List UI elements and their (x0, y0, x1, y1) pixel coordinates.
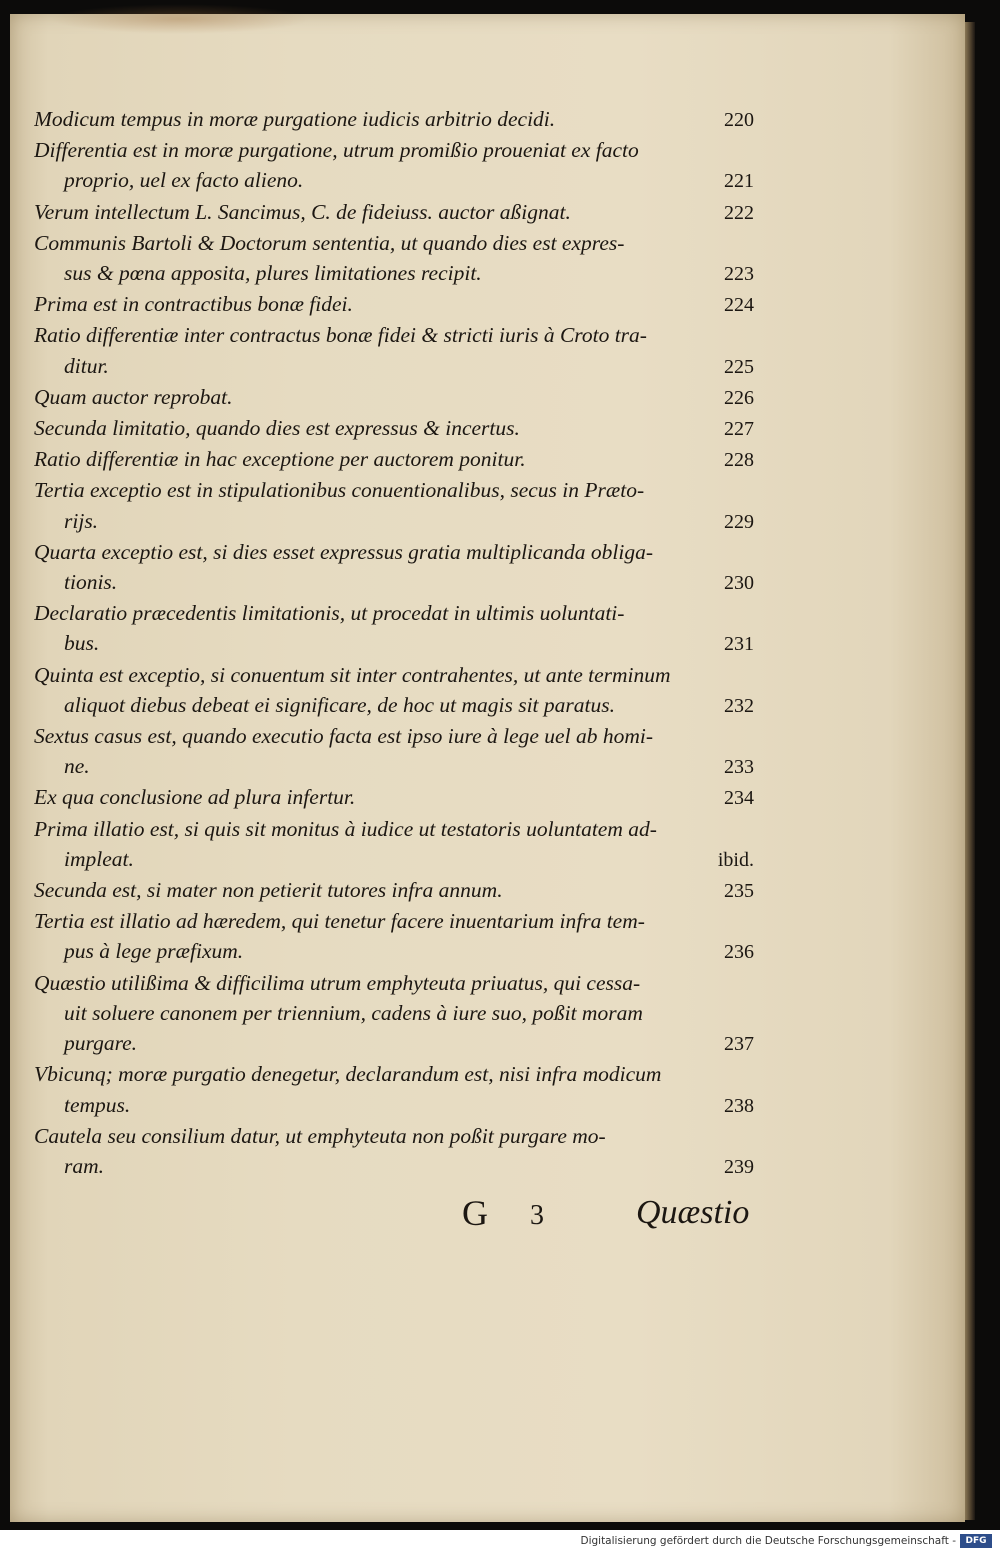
entry-number: 228 (724, 449, 754, 472)
entry-number: 224 (724, 294, 754, 317)
entry-text: Prima est in contractibus bonæ fidei. (34, 292, 353, 317)
entry-text: Secunda est, si mater non petierit tutores infra annum. (34, 878, 503, 903)
entry-text: Ratio differentiæ in hac exceptione per auctorem ponitur. (34, 447, 526, 472)
entry-line (34, 782, 754, 813)
entry-number: 238 (724, 1094, 754, 1117)
index-entry (34, 814, 754, 875)
entry-text: Vbicunq; moræ purgatio denegetur, declarandum est, nisi infra modicum (34, 1062, 662, 1087)
page-edge (965, 22, 975, 1520)
index-entry (34, 197, 754, 228)
entry-line (34, 814, 754, 844)
entry-line (34, 1090, 754, 1121)
entry-text: Quam auctor reprobat. (34, 384, 233, 409)
entry-text: proprio, uel ex facto alieno. (64, 168, 304, 193)
entry-number: 222 (724, 201, 754, 224)
entry-text: purgare. (64, 1031, 138, 1056)
entry-text: ram. (64, 1153, 105, 1178)
entry-line (34, 289, 754, 320)
index-entry (34, 444, 754, 475)
entry-text: Ratio differentiæ inter contractus bonæ fidei & stricti iuris à Croto tra- (34, 323, 647, 348)
entry-text: Communis Bartoli & Doctorum sententia, ut quando dies est expres- (34, 230, 625, 255)
dfg-logo: DFG (960, 1534, 992, 1548)
entry-line (34, 1121, 754, 1151)
entry-text: pus à lege præfixum. (64, 939, 244, 964)
entry-line (34, 936, 754, 967)
entry-number: 234 (724, 787, 754, 810)
signature-line (0, 1192, 1000, 1242)
signature-mark: G (462, 1193, 488, 1233)
entry-line (34, 1059, 754, 1089)
index-entry (34, 968, 754, 1060)
entry-number: 223 (724, 263, 754, 286)
entry-text: Tertia exceptio est in stipulationibus conuentionalibus, secus in Præto- (34, 478, 645, 503)
entry-line (34, 228, 754, 258)
entry-line (34, 258, 754, 289)
entry-line (34, 628, 754, 659)
entry-number: 225 (724, 355, 754, 378)
entry-line (34, 104, 754, 135)
entry-text: tionis. (64, 570, 118, 595)
entry-text: Quæstio utilißima & difficilima utrum emphyteuta priuatus, qui cessa- (34, 970, 641, 995)
index-entry (34, 104, 754, 135)
signature-number: 3 (530, 1200, 544, 1231)
footer-credit: Digitalisierung gefördert durch die Deutsche Forschungsgemeinschaft - (580, 1535, 956, 1547)
entry-number: 230 (724, 572, 754, 595)
entry-line (34, 968, 754, 998)
entry-line (34, 998, 754, 1028)
index-entry (34, 289, 754, 320)
entry-line (34, 165, 754, 196)
entry-line (34, 721, 754, 751)
entry-line (34, 135, 754, 165)
entry-text: tempus. (64, 1092, 131, 1117)
entry-text: Sextus casus est, quando executio facta est ipso iure à lege uel ab homi- (34, 724, 653, 749)
entry-text: sus & pœna apposita, plures limitationes recipit. (64, 261, 482, 286)
entry-line (34, 475, 754, 505)
entry-text: Declaratio præcedentis limitationis, ut procedat in ultimis uoluntati- (34, 601, 625, 626)
index-entry (34, 782, 754, 813)
page-stain (50, 4, 310, 34)
entry-line (34, 351, 754, 382)
entry-line (34, 382, 754, 413)
entry-text: Verum intellectum L. Sancimus, C. de fideiuss. auctor aßignat. (34, 199, 571, 224)
entry-number: 226 (724, 386, 754, 409)
entry-text: Modicum tempus in moræ purgatione iudicis arbitrio decidi. (34, 107, 556, 131)
entry-text: Ex qua conclusione ad plura infertur. (34, 785, 356, 810)
catchword: Quæstio (636, 1194, 750, 1231)
entry-text: aliquot diebus debeat ei significare, de hoc ut magis sit paratus. (64, 692, 615, 717)
entry-text: Prima illatio est, si quis sit monitus à iudice ut testatoris uoluntatem ad- (34, 816, 657, 841)
index-entry (34, 1059, 754, 1120)
entry-number: 227 (724, 418, 754, 441)
entry-text: Secunda limitatio, quando dies est expressus & incertus. (34, 416, 520, 441)
entry-line (34, 506, 754, 537)
entry-number: 239 (724, 1155, 754, 1178)
entry-text: rijs. (64, 508, 99, 533)
entry-line (34, 413, 754, 444)
entry-number: 220 (724, 109, 754, 131)
entry-line (34, 537, 754, 567)
entry-line (34, 844, 754, 875)
entry-line (34, 1151, 754, 1182)
index-entry (34, 475, 754, 536)
footer-bar (0, 1530, 1000, 1553)
entry-number: 233 (724, 756, 754, 779)
entry-text: bus. (64, 631, 100, 656)
entry-line (34, 567, 754, 598)
entry-line (34, 660, 754, 690)
index-entry (34, 875, 754, 906)
entry-text: Quarta exceptio est, si dies esset expressus gratia multiplicanda obliga- (34, 539, 654, 564)
index-entry (34, 721, 754, 782)
entry-text: Tertia est illatio ad hæredem, qui tenetur facere inuentarium infra tem- (34, 909, 645, 934)
index-entry (34, 1121, 754, 1182)
entry-text: uit soluere canonem per triennium, cadens à iure suo, poßit moram (64, 1000, 643, 1025)
entry-line (34, 906, 754, 936)
entry-line (34, 1028, 754, 1059)
entry-line (34, 197, 754, 228)
entry-line (34, 751, 754, 782)
entry-text: Differentia est in moræ purgatione, utrum promißio proueniat ex facto (34, 138, 639, 163)
entry-number: 221 (724, 170, 754, 193)
entry-line (34, 875, 754, 906)
entry-line (34, 598, 754, 628)
index-entry (34, 906, 754, 967)
entry-line (34, 320, 754, 350)
index-entries (34, 104, 754, 1182)
entry-number: 232 (724, 694, 754, 717)
index-entry (34, 135, 754, 196)
entry-text: ditur. (64, 353, 109, 378)
entry-number: 229 (724, 510, 754, 533)
index-entry (34, 320, 754, 381)
entry-line (34, 444, 754, 475)
index-entry (34, 413, 754, 444)
entry-text: ne. (64, 754, 90, 779)
entry-text: Quinta est exceptio, si conuentum sit inter contrahentes, ut ante terminum (34, 662, 671, 687)
index-entry (34, 537, 754, 598)
entry-number: 231 (724, 633, 754, 656)
index-entry (34, 228, 754, 289)
entry-number: ibid. (717, 848, 754, 871)
entry-number: 235 (724, 880, 754, 903)
entry-text: Cautela seu consilium datur, ut emphyteuta non poßit purgare mo- (34, 1123, 606, 1148)
index-entry (34, 660, 754, 721)
index-entry (34, 598, 754, 659)
entry-number: 236 (724, 941, 754, 964)
index-entry (34, 382, 754, 413)
entry-line (34, 690, 754, 721)
entry-number: 237 (724, 1033, 754, 1056)
entry-text: impleat. (64, 846, 134, 871)
